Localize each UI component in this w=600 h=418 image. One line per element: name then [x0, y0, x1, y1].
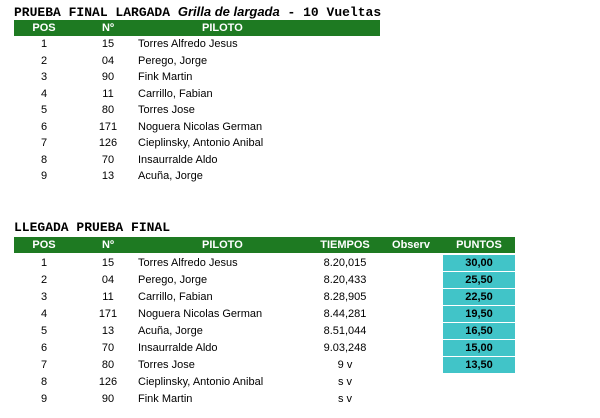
grid-num-cell: 04	[101, 54, 115, 67]
table-row	[14, 374, 515, 390]
results-piloto-cell: Torres Jose	[138, 359, 195, 371]
table-row	[14, 102, 380, 118]
grid-num-cell: 70	[101, 153, 115, 166]
grid-piloto-cell: Fink Martin	[138, 71, 193, 83]
results-num-cell: 11	[102, 291, 114, 303]
results-pos-cell: 9	[40, 393, 48, 405]
grid-pos-cell: 5	[40, 104, 48, 116]
results-title: LLEGADA PRUEBA FINAL	[14, 220, 171, 235]
results-puntos-cell: 25,50	[443, 272, 515, 288]
results-puntos-cell: 30,00	[443, 255, 515, 271]
grid-piloto-cell: Cieplinsky, Antonio Anibal	[138, 137, 264, 149]
results-piloto-cell: Noguera Nicolas German	[138, 308, 263, 320]
grid-pos-cell: 6	[40, 120, 48, 133]
results-tiempo-cell: 8.28,905	[323, 291, 367, 303]
grid-title	[14, 4, 381, 20]
grid-num-cell: 171	[98, 120, 118, 133]
results-num-cell: 04	[101, 274, 115, 286]
grid-title-italic: Grilla de largada	[177, 4, 280, 19]
grid-title-tail: - 10 Vueltas	[279, 5, 382, 20]
grid-pos-cell: 2	[40, 54, 48, 67]
results-piloto-cell: Torres Alfredo Jesus	[138, 257, 238, 269]
grid-piloto-cell: Noguera Nicolas German	[138, 120, 263, 133]
grid-pos-cell: 8	[40, 153, 48, 166]
results-puntos-cell: 22,50	[443, 289, 515, 305]
results-piloto-cell: Cieplinsky, Antonio Anibal	[138, 376, 264, 388]
grid-header-pos: POS	[32, 22, 56, 34]
results-puntos-cell: 19,50	[443, 306, 515, 322]
table-row	[14, 357, 515, 373]
results-piloto-cell: Perego, Jorge	[138, 274, 208, 286]
results-tiempo-cell: 8.20,015	[323, 257, 367, 269]
results-num-cell: 126	[98, 376, 118, 388]
results-tiempo-cell: 9.03,248	[323, 342, 367, 354]
table-row	[14, 340, 515, 356]
grid-num-cell: 13	[101, 170, 115, 182]
results-puntos-cell: 13,50	[443, 357, 515, 373]
grid-header-piloto: PILOTO	[202, 22, 243, 34]
grid-num-cell: 80	[101, 104, 115, 116]
grid-piloto-cell: Insaurralde Aldo	[138, 153, 218, 166]
table-row	[14, 323, 515, 339]
table-row	[14, 152, 380, 168]
grid-piloto-cell: Acuña, Jorge	[138, 170, 203, 182]
grid-num-cell: 11	[102, 87, 114, 100]
results-header-observ: Observ	[392, 239, 430, 251]
results-pos-cell: 8	[40, 376, 48, 388]
grid-header-num: Nº	[102, 22, 114, 34]
results-num-cell: 15	[101, 257, 115, 269]
results-num-cell: 80	[101, 359, 115, 371]
table-row	[14, 168, 380, 184]
results-pos-cell: 3	[40, 291, 48, 303]
results-pos-cell: 6	[40, 342, 48, 354]
results-pos-cell: 1	[40, 257, 48, 269]
results-pos-cell: 7	[40, 359, 48, 371]
results-tiempo-cell: 9 v	[337, 359, 353, 371]
grid-pos-cell: 4	[40, 87, 48, 100]
table-row	[14, 289, 515, 305]
results-header-piloto: PILOTO	[202, 239, 243, 251]
results-header-num: Nº	[102, 239, 114, 251]
grid-header	[14, 20, 380, 36]
results-pos-cell: 2	[40, 274, 48, 286]
results-num-cell: 70	[101, 342, 115, 354]
grid-title-main: PRUEBA FINAL LARGADA	[14, 5, 171, 20]
grid-num-cell: 90	[101, 71, 115, 83]
results-piloto-cell: Fink Martin	[138, 393, 193, 405]
grid-piloto-cell: Perego, Jorge	[138, 54, 208, 67]
table-row	[14, 69, 380, 85]
table-row	[14, 119, 380, 135]
table-row	[14, 391, 515, 407]
table-row	[14, 272, 515, 288]
results-tiempo-cell: 8.51,044	[323, 325, 367, 337]
results-piloto-cell: Acuña, Jorge	[138, 325, 203, 337]
table-row	[14, 255, 515, 271]
results-pos-cell: 5	[40, 325, 48, 337]
results-num-cell: 13	[101, 325, 115, 337]
results-pos-cell: 4	[40, 308, 48, 320]
grid-pos-cell: 7	[40, 137, 48, 149]
results-header-pos: POS	[32, 239, 56, 251]
table-row	[14, 135, 380, 151]
results-header	[14, 237, 515, 253]
results-puntos-cell: 16,50	[443, 323, 515, 339]
grid-num-cell: 15	[101, 38, 115, 50]
grid-pos-cell: 9	[40, 170, 48, 182]
table-row	[14, 86, 380, 102]
table-row	[14, 53, 380, 69]
grid-piloto-cell: Torres Alfredo Jesus	[138, 38, 238, 50]
table-row	[14, 36, 380, 52]
results-header-puntos: PUNTOS	[456, 239, 502, 251]
grid-num-cell: 126	[98, 137, 118, 149]
results-tiempo-cell: s v	[337, 393, 353, 405]
grid-pos-cell: 3	[40, 71, 48, 83]
grid-pos-cell: 1	[40, 38, 48, 50]
grid-piloto-cell: Carrillo, Fabian	[138, 87, 213, 100]
results-num-cell: 90	[101, 393, 115, 405]
results-tiempo-cell: s v	[337, 376, 353, 388]
table-row	[14, 306, 515, 322]
results-piloto-cell: Insaurralde Aldo	[138, 342, 218, 354]
results-tiempo-cell: 8.20,433	[323, 274, 367, 286]
results-tiempo-cell: 8.44,281	[323, 308, 367, 320]
results-header-tiempos: TIEMPOS	[320, 239, 370, 251]
grid-piloto-cell: Torres Jose	[138, 104, 195, 116]
results-num-cell: 171	[98, 308, 118, 320]
results-puntos-cell: 15,00	[443, 340, 515, 356]
results-piloto-cell: Carrillo, Fabian	[138, 291, 213, 303]
